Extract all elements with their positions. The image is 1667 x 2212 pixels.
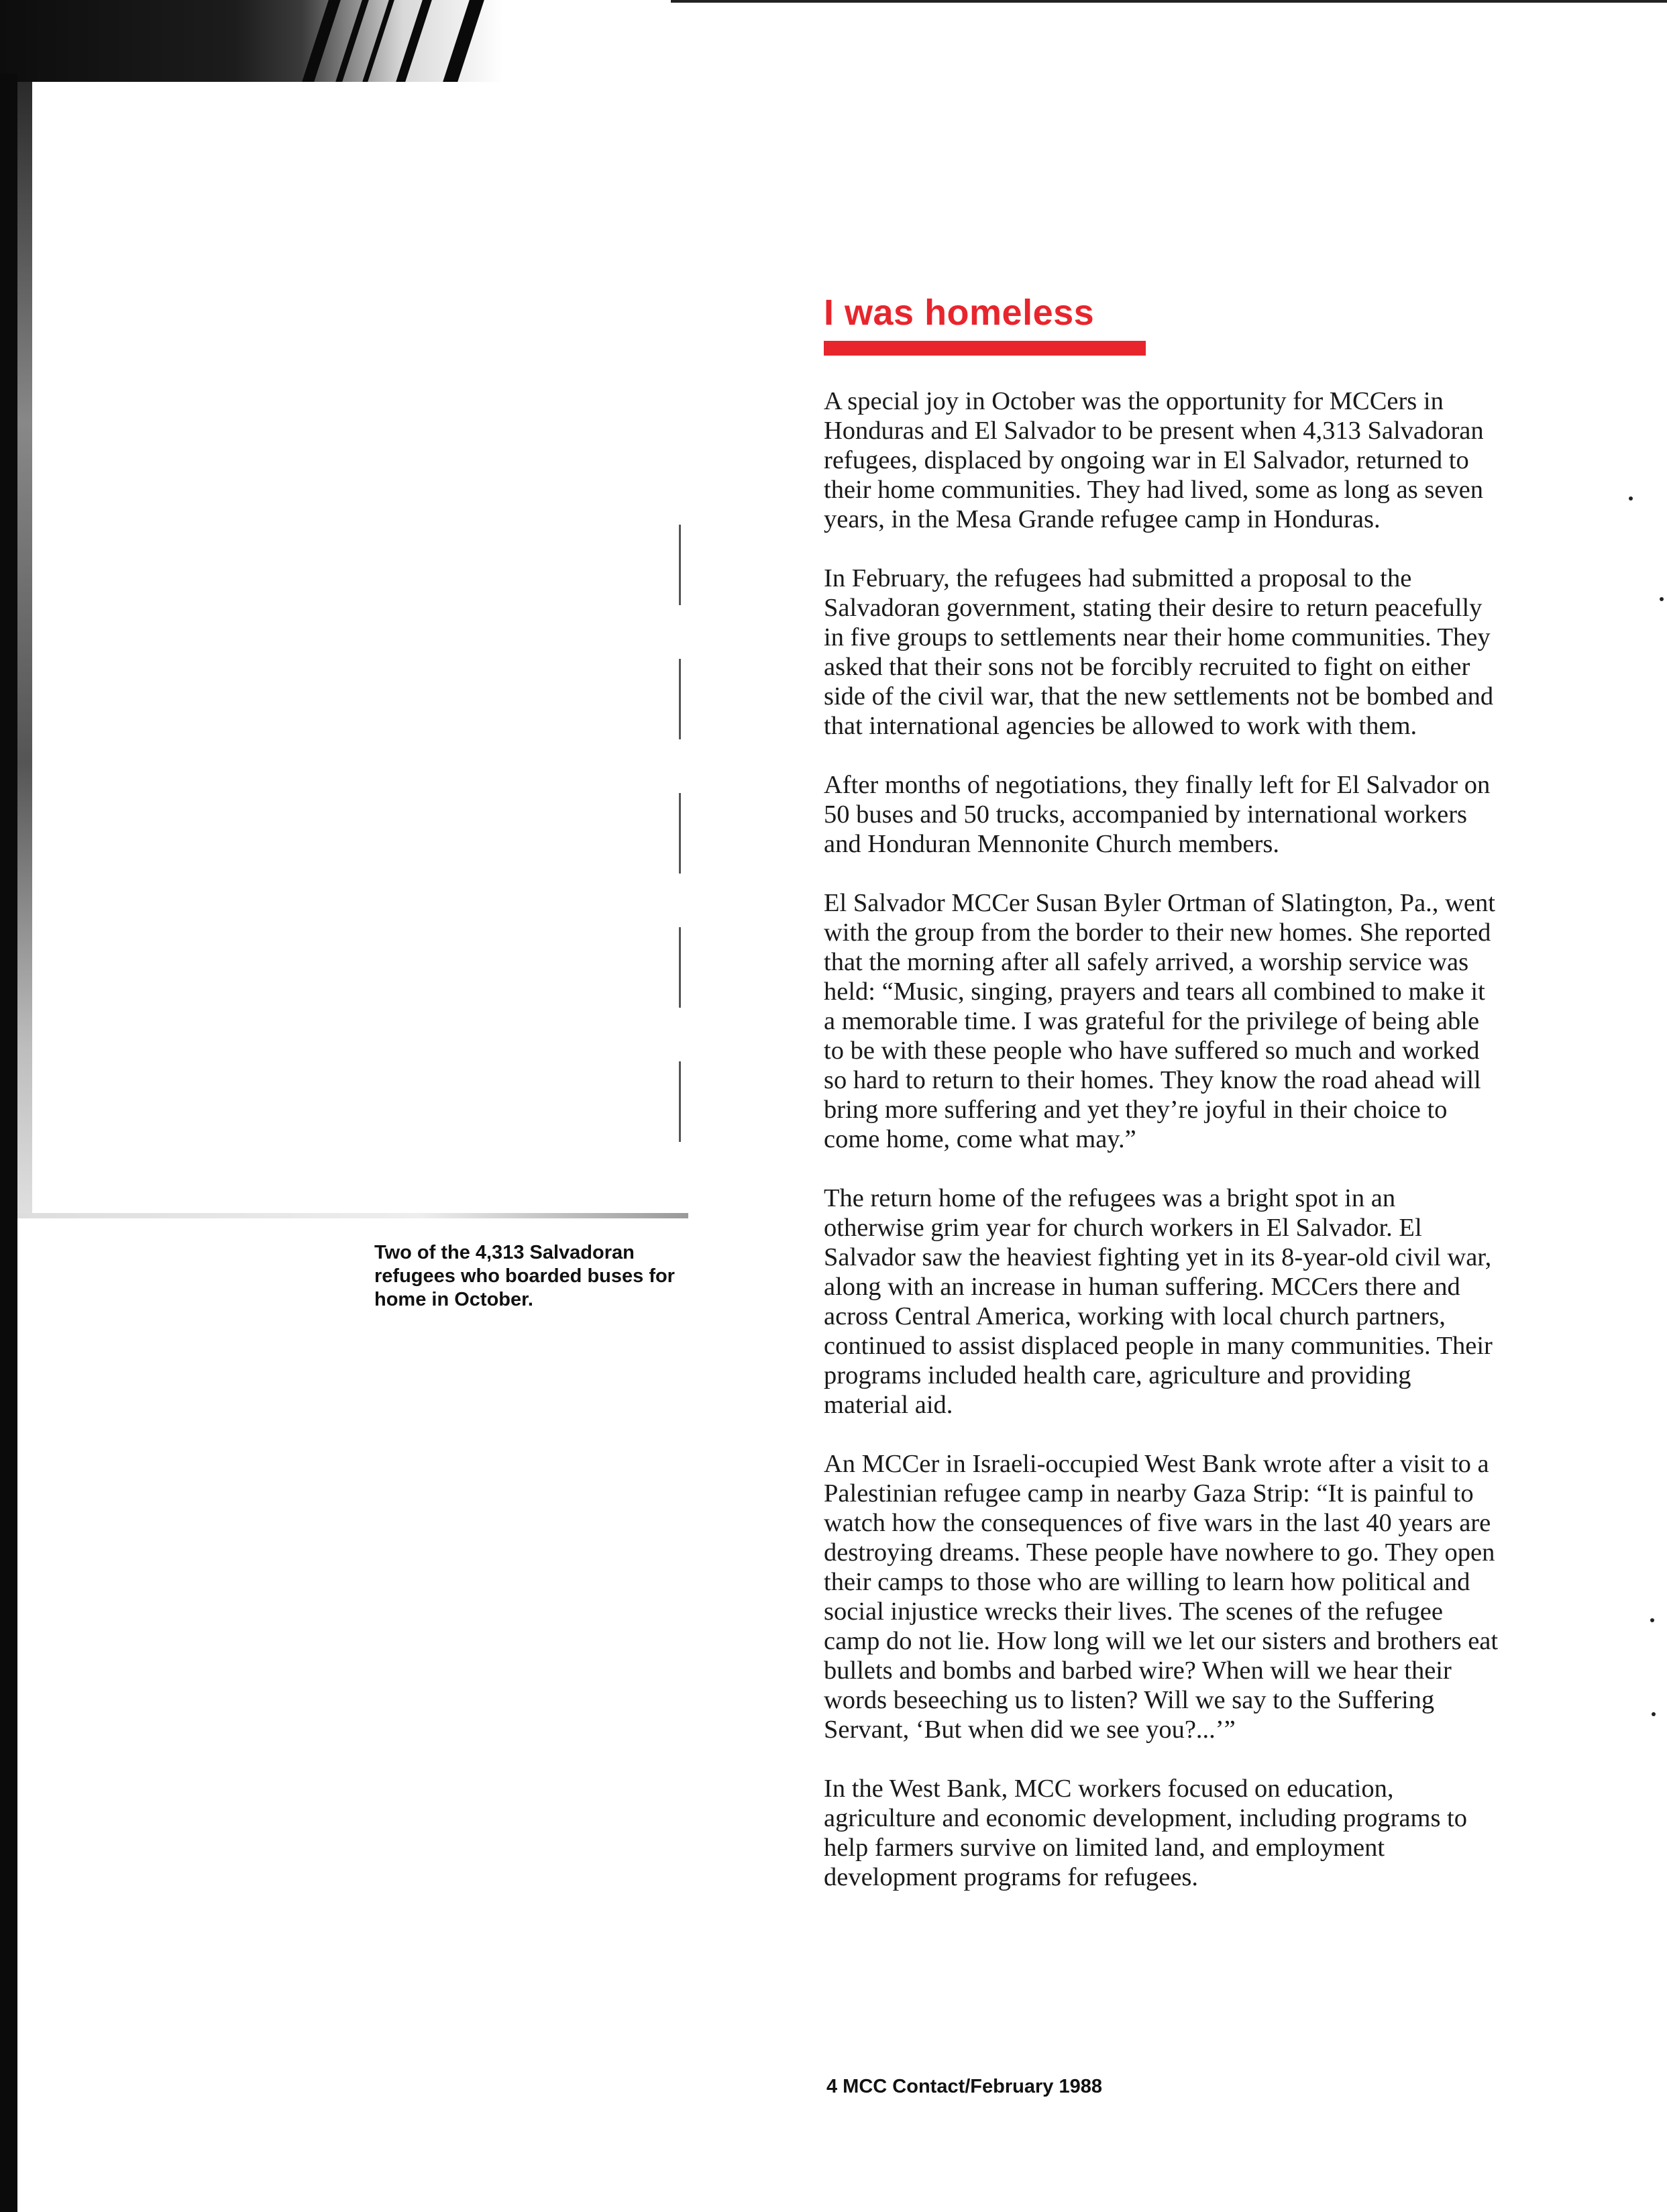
page-footer: 4 MCC Contact/February 1988 xyxy=(826,2076,1102,2097)
paragraph: The return home of the refugees was a bright spot in an otherwise grim year for church workers in El Salvador. El Salvador saw the heaviest fighting yet in its 8-year-old civil war, along with an increase in human suffering. MCCers there and across Central America, working with local church partners, continued to assist displaced people in many communities. Their programs included health care, agriculture and providing material aid. xyxy=(824,1184,1493,1419)
photo-edge-right xyxy=(679,525,681,1196)
paragraph: After months of negotiations, they finally left for El Salvador on 50 buses and 50 trucks, accompanied by international workers and Honduran Mennonite Church members. xyxy=(824,771,1491,858)
top-rule xyxy=(671,0,1667,3)
paragraph: El Salvador MCCer Susan Byler Ortman of Slatington, Pa., went with the group from the border to their new homes. She reported that the morning after all safely arrived, a worship service was held: “Music, singing, prayers and tears all combined to make it a memorable time. I was grateful for the privilege of being able to be with these people who have suffered so much and worked so hard to return to their homes. They know the road ahead will bring more suffering and yet they’re joyful in their choice to come home, come what may.” xyxy=(824,889,1495,1153)
left-border xyxy=(0,74,17,2212)
headline-underline-bar xyxy=(824,341,1146,356)
paragraph: In February, the refugees had submitted a proposal to the Salvadoran government, stating their desire to return peacefully in five groups to settlements near their home communities. They asked that their sons not be forcibly recruited to fight on either side of the civil war, that the new settlements not be bombed and that international agencies be allowed to work with them. xyxy=(824,564,1494,740)
photo-caption: Two of the 4,313 Salvadoran refugees who boarded buses for home in October. xyxy=(374,1242,675,1310)
scan-speck xyxy=(1652,1712,1656,1716)
paragraph: An MCCer in Israeli-occupied West Bank wrote after a visit to a Palestinian refugee camp in nearby Gaza Strip: “It is painful to watch how the consequences of five wars in the last 40 years are destroying dreams. These people have nowhere to go. They open their camps to those who are willing to learn how political and social injustice wrecks their lives. The scenes of the refugee camp do not lie. How long will we let our sisters and brothers eat bullets and bombs and barbed wire? When will we hear their words beseeching us to listen? Will we say to the Suffering Servant, ‘But when did we see you?...’” xyxy=(824,1450,1499,1744)
scan-speck xyxy=(1629,496,1633,501)
paragraph: In the West Bank, MCC workers focused on education, agriculture and economic development, including programs to help farmers survive on limited land, and employment development programs for refugees. xyxy=(824,1775,1468,1891)
scan-speck xyxy=(1650,1618,1654,1622)
scan-speck xyxy=(1660,597,1664,601)
photo xyxy=(17,82,682,1217)
top-photo-strip xyxy=(0,0,671,82)
photo-bottom-edge xyxy=(17,1213,688,1218)
paragraph: A special joy in October was the opportunity for MCCers in Honduras and El Salvador to be present when 4,313 Salvadoran refugees, displaced by ongoing war in El Salvador, returned to their home communities. They had lived, some as long as seven years, in the Mesa Grande refugee camp in Honduras. xyxy=(824,387,1484,533)
photo-edge-left xyxy=(17,82,32,1217)
article-body xyxy=(824,386,1501,1921)
headline: I was homeless xyxy=(824,293,1095,333)
